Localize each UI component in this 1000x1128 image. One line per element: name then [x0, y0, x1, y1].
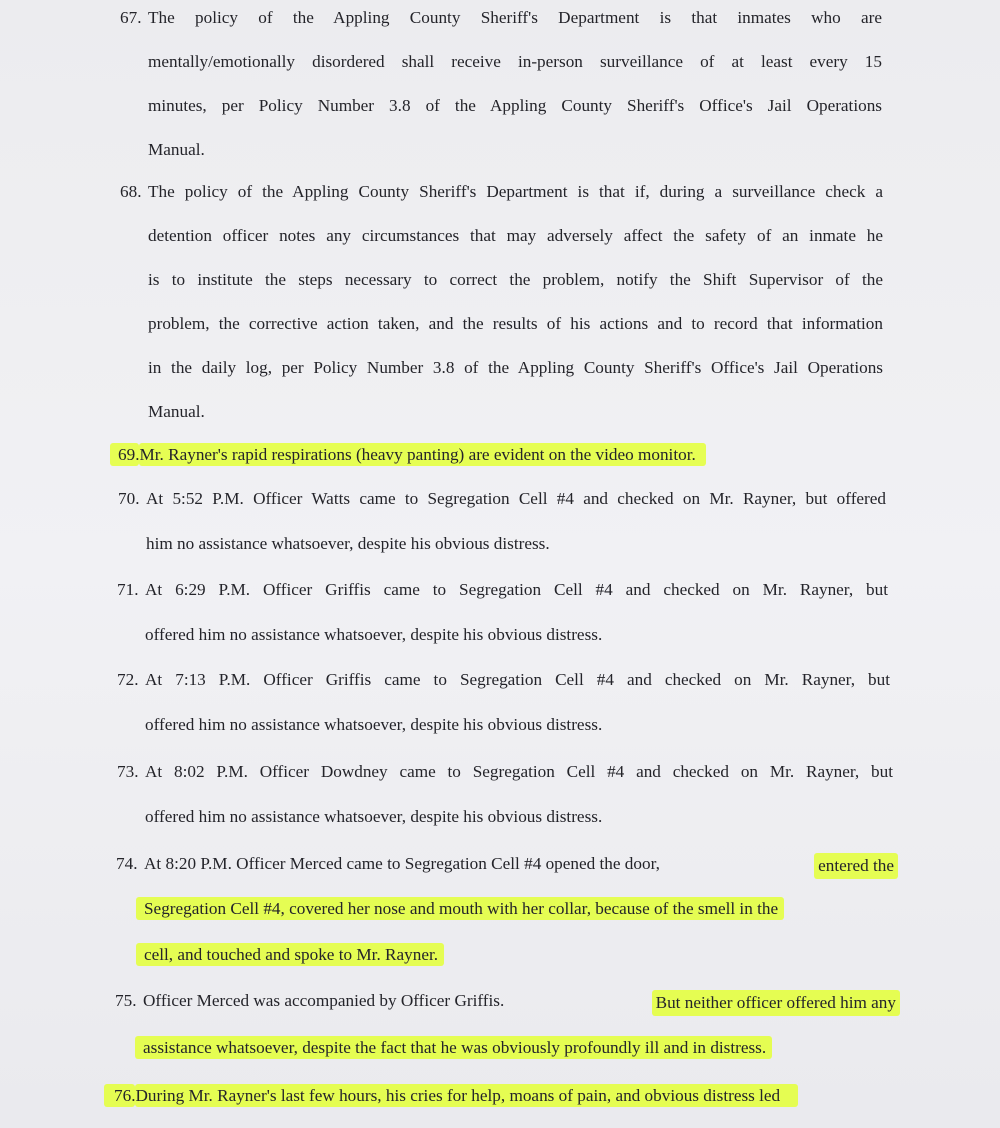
highlighted-text: cell, and touched and spoke to Mr. Rayner.: [136, 943, 444, 966]
highlighted-text: But neither officer offered him any: [652, 990, 900, 1016]
highlighted-text: Mr. Rayner's rapid respirations (heavy panting) are evident on the video monitor.: [139, 443, 705, 466]
paragraph-line: At 6:29 P.M. Officer Griffis came to Segregation Cell #4 and checked on Mr. Rayner, but: [145, 580, 888, 599]
paragraph-number: 76.: [104, 1084, 135, 1107]
paragraph-line: [143, 990, 896, 1016]
paragraph-number: 71.: [117, 580, 139, 599]
highlighted-text: entered the: [814, 853, 898, 879]
paragraph-line: minutes, per Policy Number 3.8 of the Appling County Sheriff's Office's Jail Operations: [148, 96, 882, 115]
highlighted-line: [136, 944, 444, 966]
paragraph-line: him no assistance whatsoever, despite his obvious distress.: [146, 534, 550, 553]
paragraph-line: The policy of the Appling County Sheriff's Department is that inmates who are: [148, 8, 882, 27]
highlighted-line: [104, 1085, 798, 1107]
paragraph-line: [144, 853, 894, 879]
paragraph-line: The policy of the Appling County Sheriff's Department is that if, during a surveillance check a: [148, 182, 883, 201]
paragraph-line: is to institute the steps necessary to correct the problem, notify the Shift Supervisor of the: [148, 270, 883, 289]
paragraph-line: Manual.: [148, 402, 205, 421]
plain-text: At 8:20 P.M. Officer Merced came to Segregation Cell #4 opened the door,: [144, 854, 660, 873]
paragraph-line: in the daily log, per Policy Number 3.8 of the Appling County Sheriff's Office's Jail Operations: [148, 358, 883, 377]
paragraph-number: 72.: [117, 670, 139, 689]
paragraph-number: 73.: [117, 762, 139, 781]
paragraph-line: mentally/emotionally disordered shall receive in-person surveillance of at least every 15: [148, 52, 882, 71]
paragraph-number: 75.: [115, 991, 137, 1010]
paragraph-number: 67.: [120, 8, 142, 27]
highlighted-text: During Mr. Rayner's last few hours, his cries for help, moans of pain, and obvious distress led: [135, 1084, 798, 1107]
paragraph-line: At 5:52 P.M. Officer Watts came to Segregation Cell #4 and checked on Mr. Rayner, but offered: [146, 489, 886, 508]
paragraph-line: At 7:13 P.M. Officer Griffis came to Segregation Cell #4 and checked on Mr. Rayner, but: [145, 670, 890, 689]
paragraph-line: problem, the corrective action taken, and the results of his actions and to record that information: [148, 314, 883, 333]
paragraph-line: Manual.: [148, 140, 205, 159]
paragraph-number: 68.: [120, 182, 142, 201]
paragraph-line: offered him no assistance whatsoever, despite his obvious distress.: [145, 625, 603, 644]
highlighted-text: assistance whatsoever, despite the fact that he was obviously profoundly ill and in distress.: [135, 1036, 772, 1059]
highlighted-text: Segregation Cell #4, covered her nose and mouth with her collar, because of the smell in the: [136, 897, 784, 920]
paragraph-number: 69.: [110, 443, 139, 466]
highlighted-line: [136, 898, 784, 920]
paragraph-line: offered him no assistance whatsoever, despite his obvious distress.: [145, 807, 603, 826]
highlighted-line: [135, 1037, 772, 1059]
paragraph-number: 70.: [118, 489, 140, 508]
paragraph-line: detention officer notes any circumstances that may adversely affect the safety of an inmate he: [148, 226, 883, 245]
paragraph-number: 74.: [116, 854, 138, 873]
paragraph-line: offered him no assistance whatsoever, despite his obvious distress.: [145, 715, 603, 734]
plain-text: Officer Merced was accompanied by Officer Griffis.: [143, 991, 505, 1010]
highlighted-line: [110, 444, 706, 466]
paragraph-line: At 8:02 P.M. Officer Dowdney came to Segregation Cell #4 and checked on Mr. Rayner, but: [145, 762, 893, 781]
